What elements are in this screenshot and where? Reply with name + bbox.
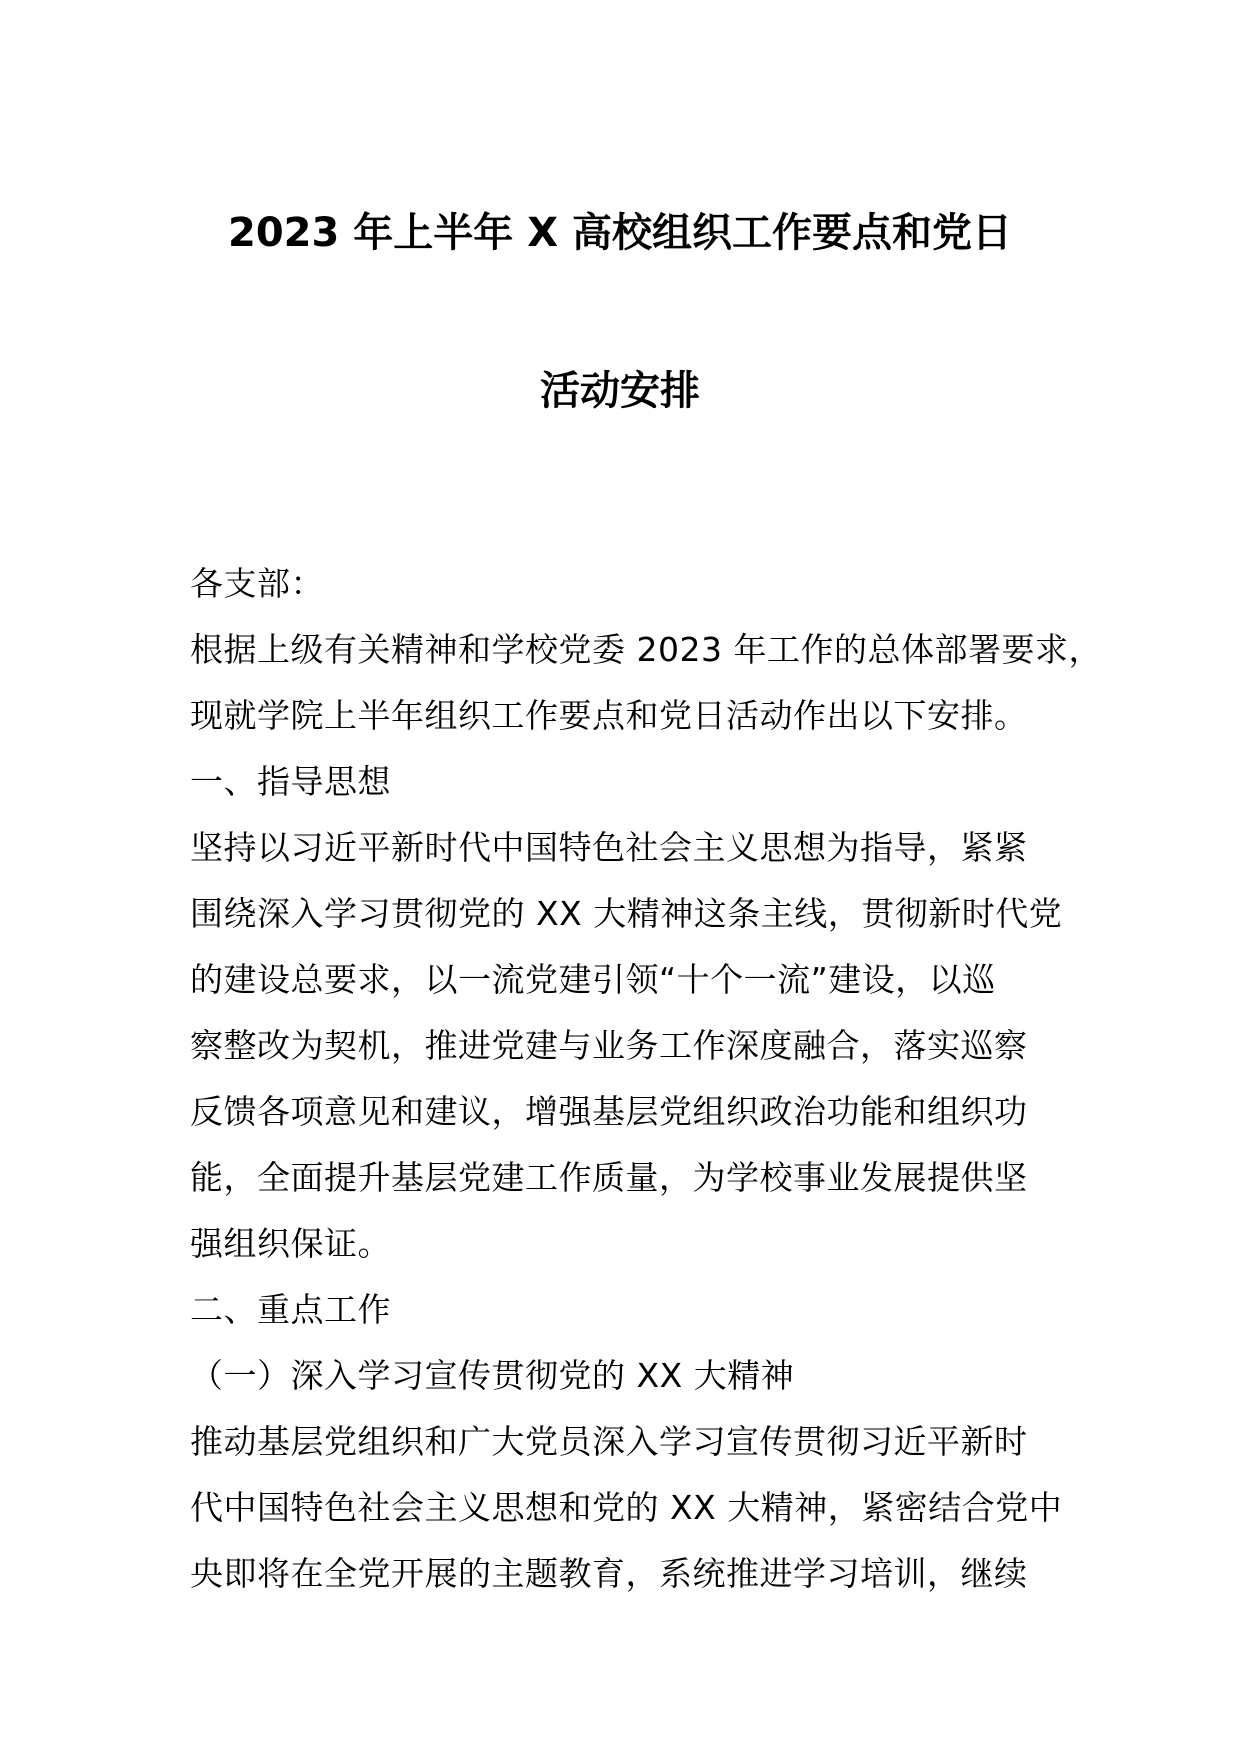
document-title-line-1: 2023 年上半年 X 高校组织工作要点和党日 bbox=[228, 210, 1012, 256]
body-line: 强组织保证。 bbox=[190, 1224, 391, 1263]
body-line: 坚持以习近平新时代中国特色社会主义思想为指导，紧紧 bbox=[190, 828, 1028, 867]
body-line: 反馈各项意见和建议，增强基层党组织政治功能和组织功 bbox=[190, 1092, 1028, 1131]
subsection-heading: （一）深入学习宣传贯彻党的 XX 大精神 bbox=[190, 1356, 795, 1395]
body-line: 现就学院上半年组织工作要点和党日活动作出以下安排。 bbox=[190, 696, 1028, 735]
body-line: 推动基层党组织和广大党员深入学习宣传贯彻习近平新时 bbox=[190, 1422, 1028, 1461]
document-body bbox=[190, 551, 1102, 1607]
section-heading: 二、重点工作 bbox=[190, 1290, 391, 1329]
section-heading: 一、指导思想 bbox=[190, 762, 391, 801]
body-line: 的建设总要求，以一流党建引领“十个一流”建设，以巡 bbox=[190, 960, 996, 999]
body-line: 根据上级有关精神和学校党委 2023 年工作的总体部署要求， bbox=[190, 630, 1102, 669]
document-title-line-2: 活动安排 bbox=[540, 368, 700, 414]
body-line: 围绕深入学习贯彻党的 XX 大精神这条主线，贯彻新时代党 bbox=[190, 894, 1063, 933]
body-line: 能，全面提升基层党建工作质量，为学校事业发展提供坚 bbox=[190, 1158, 1028, 1197]
body-line: 代中国特色社会主义思想和党的 XX 大精神，紧密结合党中 bbox=[190, 1488, 1063, 1527]
body-line: 察整改为契机，推进党建与业务工作深度融合，落实巡察 bbox=[190, 1026, 1028, 1065]
body-line: 央即将在全党开展的主题教育，系统推进学习培训，继续 bbox=[190, 1554, 1028, 1593]
salutation: 各支部： bbox=[190, 564, 324, 603]
